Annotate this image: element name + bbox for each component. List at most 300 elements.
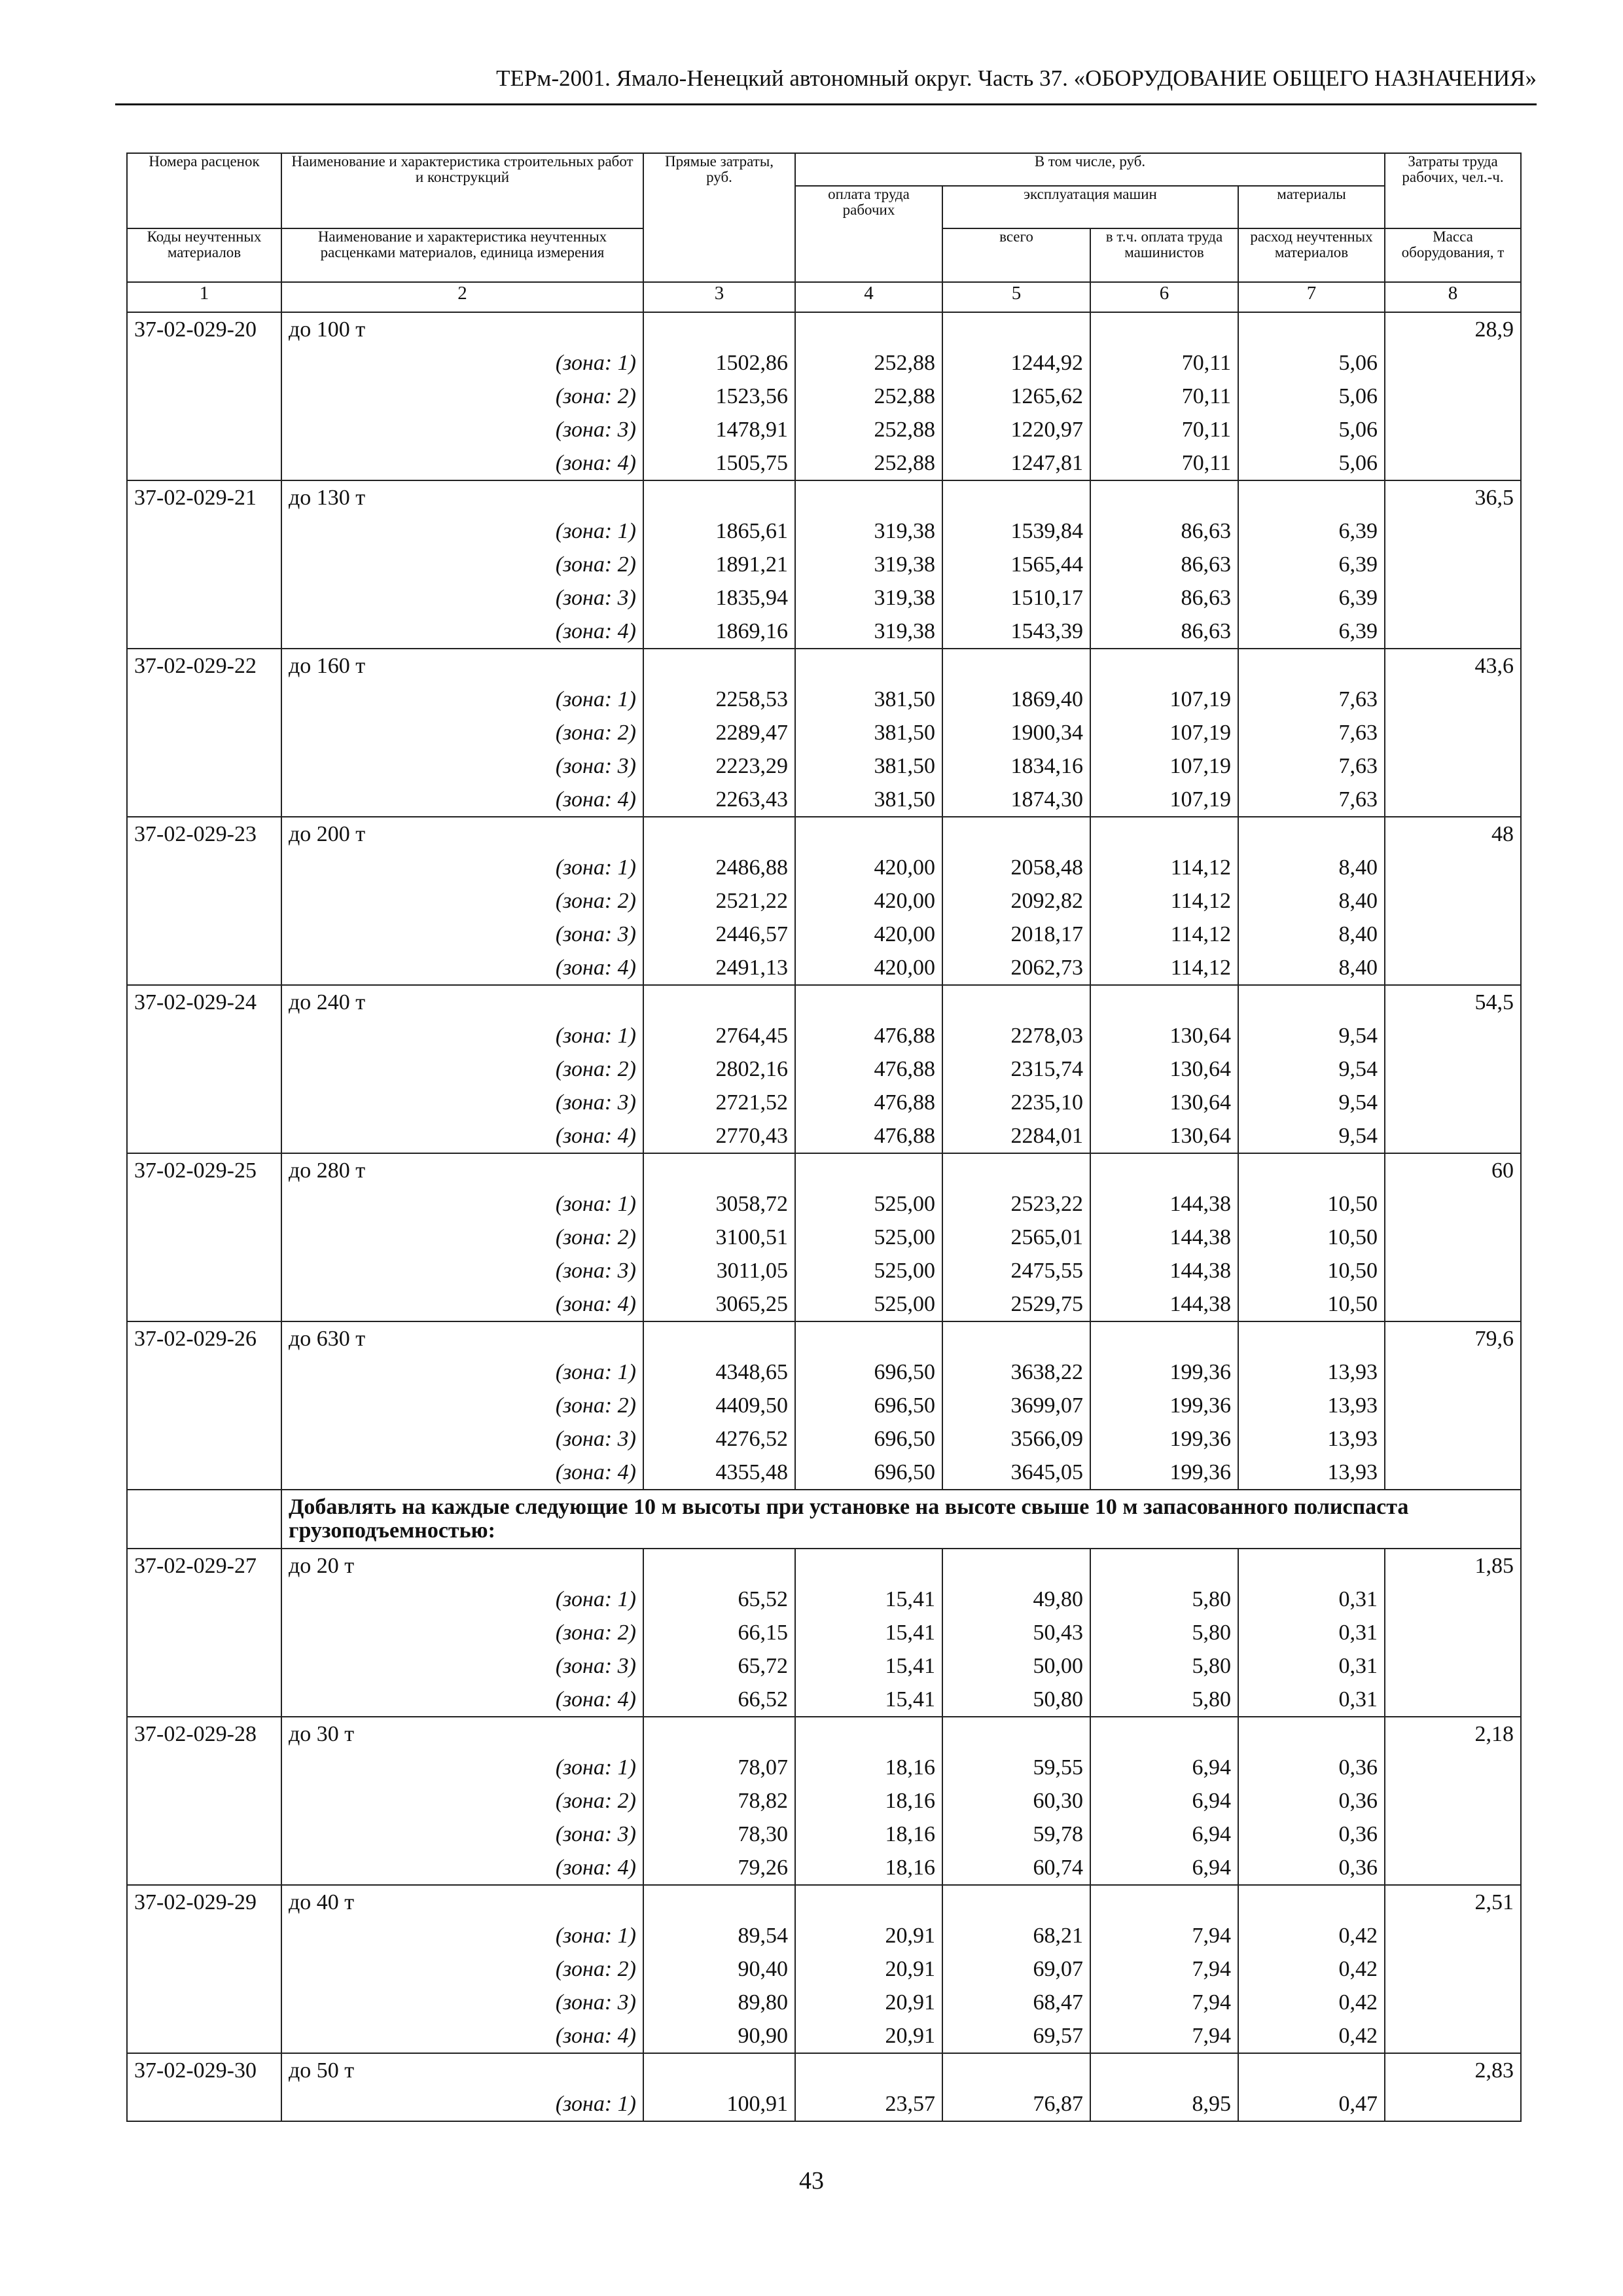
zone-label: (зона: 4)	[555, 1687, 636, 1712]
materials-value: 7,63	[1338, 754, 1378, 778]
direct-cost-cell	[643, 1549, 795, 1717]
rate-name-cell	[281, 817, 643, 985]
direct-cost-value: 79,26	[738, 1856, 788, 1880]
materials-value: 8,40	[1338, 855, 1378, 880]
rate-row	[127, 1321, 1521, 1490]
materials-value: 7,63	[1338, 721, 1378, 745]
zone-label: (зона: 2)	[555, 1225, 636, 1249]
wages-value: 420,00	[874, 855, 935, 880]
wages-value: 525,00	[874, 1259, 935, 1283]
machines-total-value: 3645,05	[1010, 1460, 1083, 1484]
materials-value: 9,54	[1338, 1124, 1378, 1148]
materials-value: 10,50	[1327, 1225, 1378, 1249]
operator-wages-value: 70,11	[1181, 451, 1231, 475]
rate-name-cell	[281, 2053, 643, 2121]
rate-row	[127, 480, 1521, 649]
operator-wages-value: 8,95	[1192, 2092, 1231, 2116]
rate-code-cell	[127, 817, 281, 985]
header-material-names: Наименование и характеристика неучтенных расценками материалов, единица измерения	[281, 228, 643, 282]
direct-cost-value: 2491,13	[715, 956, 788, 980]
machines-total-cell	[942, 649, 1090, 817]
wages-cell	[795, 480, 942, 649]
rate-code-cell	[127, 480, 281, 649]
machines-total-value: 68,47	[1033, 1990, 1083, 2015]
operator-wages-value: 107,19	[1169, 687, 1231, 711]
machines-total-cell	[942, 1885, 1090, 2053]
materials-cell	[1238, 1549, 1385, 1717]
rate-code-cell	[127, 2053, 281, 2121]
machines-total-value: 1265,62	[1010, 384, 1083, 408]
labor-cell	[1385, 1321, 1521, 1490]
operator-wages-value: 144,38	[1169, 1225, 1231, 1249]
materials-cell	[1238, 817, 1385, 985]
operator-wages-cell	[1090, 312, 1238, 480]
wages-value: 420,00	[874, 889, 935, 913]
zone-label: (зона: 1)	[555, 1024, 636, 1048]
operator-wages-value: 114,12	[1170, 922, 1231, 946]
direct-cost-value: 4276,52	[715, 1427, 788, 1451]
operator-wages-value: 130,64	[1169, 1057, 1231, 1081]
wages-value: 381,50	[874, 721, 935, 745]
page-header	[115, 65, 1537, 105]
direct-cost-value: 1865,61	[715, 519, 788, 543]
operator-wages-value: 199,36	[1169, 1460, 1231, 1484]
zone-label: (зона: 1)	[555, 1192, 636, 1216]
wages-value: 252,88	[874, 384, 935, 408]
machines-total-cell	[942, 2053, 1090, 2121]
materials-value: 6,39	[1338, 586, 1378, 610]
labor-cell	[1385, 2053, 1521, 2121]
direct-cost-value: 2446,57	[715, 922, 788, 946]
wages-value: 20,91	[885, 2024, 935, 2048]
machines-total-value: 1543,39	[1010, 619, 1083, 643]
rate-code: 37-02-029-20	[134, 317, 257, 342]
direct-cost-cell	[643, 1885, 795, 2053]
zone-label: (зона: 1)	[555, 687, 636, 711]
machines-total-value: 50,43	[1033, 1621, 1083, 1645]
zone-label: (зона: 3)	[555, 1822, 636, 1846]
machines-total-value: 2062,73	[1010, 956, 1083, 980]
direct-cost-value: 78,82	[738, 1789, 788, 1813]
operator-wages-value: 199,36	[1169, 1427, 1231, 1451]
materials-value: 0,31	[1338, 1687, 1378, 1712]
materials-cell	[1238, 1717, 1385, 1885]
rate-row	[127, 817, 1521, 985]
materials-value: 5,06	[1338, 384, 1378, 408]
operator-wages-value: 6,94	[1192, 1789, 1231, 1813]
machines-total-value: 1874,30	[1010, 787, 1083, 812]
labor-cell	[1385, 1717, 1521, 1885]
wages-value: 476,88	[874, 1124, 935, 1148]
rate-name: до 200 т	[289, 822, 366, 846]
rate-row	[127, 1885, 1521, 2053]
operator-wages-value: 7,94	[1192, 1957, 1231, 1981]
column-number: 8	[1385, 282, 1521, 312]
zone-label: (зона: 1)	[555, 519, 636, 543]
machines-total-value: 1510,17	[1010, 586, 1083, 610]
column-number: 3	[643, 282, 795, 312]
header-equipment-mass: Масса оборудования, т	[1385, 228, 1521, 282]
rate-name-cell	[281, 985, 643, 1153]
operator-wages-cell	[1090, 649, 1238, 817]
direct-cost-value: 2521,22	[715, 889, 788, 913]
rate-code-cell	[127, 1153, 281, 1321]
machines-total-value: 3699,07	[1010, 1393, 1083, 1418]
direct-cost-cell	[643, 2053, 795, 2121]
direct-cost-value: 1869,16	[715, 619, 788, 643]
rate-row	[127, 1549, 1521, 1717]
wages-value: 23,57	[885, 2092, 935, 2116]
wages-cell	[795, 985, 942, 1153]
wages-value: 20,91	[885, 1990, 935, 2015]
zone-label: (зона: 2)	[555, 1957, 636, 1981]
materials-value: 0,31	[1338, 1621, 1378, 1645]
zone-label: (зона: 3)	[555, 1654, 636, 1678]
direct-cost-cell	[643, 1321, 795, 1490]
materials-value: 10,50	[1327, 1292, 1378, 1316]
machines-total-value: 59,78	[1033, 1822, 1083, 1846]
direct-cost-value: 65,52	[738, 1587, 788, 1611]
machines-total-value: 2018,17	[1010, 922, 1083, 946]
wages-value: 420,00	[874, 922, 935, 946]
header-work-name: Наименование и характеристика строительных работ и конструкций	[281, 153, 643, 228]
labor-value: 28,9	[1474, 317, 1514, 342]
zone-label: (зона: 4)	[555, 619, 636, 643]
column-number: 1	[127, 282, 281, 312]
materials-value: 5,06	[1338, 351, 1378, 375]
direct-cost-cell	[643, 312, 795, 480]
zone-label: (зона: 4)	[555, 451, 636, 475]
machines-total-value: 2278,03	[1010, 1024, 1083, 1048]
direct-cost-cell	[643, 985, 795, 1153]
machines-total-cell	[942, 1717, 1090, 1885]
zone-label: (зона: 1)	[555, 1755, 636, 1780]
operator-wages-value: 70,11	[1181, 384, 1231, 408]
zone-label: (зона: 3)	[555, 418, 636, 442]
operator-wages-value: 86,63	[1181, 619, 1231, 643]
machines-total-value: 2529,75	[1010, 1292, 1083, 1316]
direct-cost-value: 100,91	[726, 2092, 788, 2116]
materials-value: 5,06	[1338, 451, 1378, 475]
labor-cell	[1385, 1885, 1521, 2053]
materials-cell	[1238, 1153, 1385, 1321]
machines-total-value: 1244,92	[1010, 351, 1083, 375]
rate-name-cell	[281, 1549, 643, 1717]
zone-label: (зона: 1)	[555, 1924, 636, 1948]
materials-value: 0,47	[1338, 2092, 1378, 2116]
operator-wages-value: 6,94	[1192, 1755, 1231, 1780]
wages-value: 525,00	[874, 1192, 935, 1216]
labor-value: 48	[1491, 822, 1514, 846]
wages-cell	[795, 2053, 942, 2121]
materials-cell	[1238, 985, 1385, 1153]
direct-cost-value: 89,54	[738, 1924, 788, 1948]
zone-label: (зона: 2)	[555, 1621, 636, 1645]
zone-label: (зона: 4)	[555, 2024, 636, 2048]
rate-code: 37-02-029-30	[134, 2058, 257, 2083]
column-number: 7	[1238, 282, 1385, 312]
materials-value: 0,42	[1338, 1990, 1378, 2015]
zone-label: (зона: 2)	[555, 1393, 636, 1418]
direct-cost-value: 3058,72	[715, 1192, 788, 1216]
operator-wages-value: 7,94	[1192, 1924, 1231, 1948]
document-title: ТЕРм-2001. Ямало-Ненецкий автономный округ. Часть 37. «ОБОРУДОВАНИЕ ОБЩЕГО НАЗНАЧЕНИЯ»	[496, 65, 1537, 91]
materials-value: 8,40	[1338, 956, 1378, 980]
materials-cell	[1238, 480, 1385, 649]
zone-label: (зона: 4)	[555, 956, 636, 980]
machines-total-value: 1565,44	[1010, 552, 1083, 577]
direct-cost-value: 4409,50	[715, 1393, 788, 1418]
machines-total-cell	[942, 312, 1090, 480]
column-number: 6	[1090, 282, 1238, 312]
page-number: 43	[799, 2167, 824, 2195]
operator-wages-value: 114,12	[1170, 889, 1231, 913]
operator-wages-value: 86,63	[1181, 519, 1231, 543]
note-empty-cell	[127, 1490, 281, 1549]
wages-value: 525,00	[874, 1292, 935, 1316]
machines-total-value: 69,57	[1033, 2024, 1083, 2048]
operator-wages-value: 114,12	[1170, 956, 1231, 980]
operator-wages-value: 144,38	[1169, 1292, 1231, 1316]
materials-value: 9,54	[1338, 1057, 1378, 1081]
labor-cell	[1385, 649, 1521, 817]
direct-cost-value: 2258,53	[715, 687, 788, 711]
rate-code-cell	[127, 985, 281, 1153]
materials-value: 0,42	[1338, 1924, 1378, 1948]
direct-cost-value: 66,15	[738, 1621, 788, 1645]
direct-cost-value: 3065,25	[715, 1292, 788, 1316]
operator-wages-value: 6,94	[1192, 1856, 1231, 1880]
direct-cost-value: 1478,91	[715, 418, 788, 442]
rate-code-cell	[127, 1717, 281, 1885]
rates-table	[126, 152, 1522, 2122]
wages-cell	[795, 1321, 942, 1490]
wages-value: 696,50	[874, 1360, 935, 1384]
wages-cell	[795, 1549, 942, 1717]
wages-value: 15,41	[885, 1621, 935, 1645]
wages-value: 476,88	[874, 1090, 935, 1115]
rate-code-cell	[127, 649, 281, 817]
labor-cell	[1385, 985, 1521, 1153]
direct-cost-value: 2223,29	[715, 754, 788, 778]
rate-name-cell	[281, 1717, 643, 1885]
wages-value: 319,38	[874, 619, 935, 643]
machines-total-cell	[942, 480, 1090, 649]
machines-total-value: 1900,34	[1010, 721, 1083, 745]
direct-cost-value: 4355,48	[715, 1460, 788, 1484]
rate-name: до 160 т	[289, 654, 366, 678]
materials-value: 13,93	[1327, 1427, 1378, 1451]
labor-value: 2,83	[1474, 2058, 1514, 2083]
machines-total-value: 2523,22	[1010, 1192, 1083, 1216]
machines-total-value: 60,30	[1033, 1789, 1083, 1813]
machines-total-value: 76,87	[1033, 2092, 1083, 2116]
direct-cost-value: 1502,86	[715, 351, 788, 375]
wages-cell	[795, 1717, 942, 1885]
wages-value: 252,88	[874, 418, 935, 442]
operator-wages-cell	[1090, 1885, 1238, 2053]
materials-value: 7,63	[1338, 787, 1378, 812]
header-material-codes: Коды неучтенных материалов	[127, 228, 281, 282]
direct-cost-value: 2721,52	[715, 1090, 788, 1115]
zone-label: (зона: 4)	[555, 1292, 636, 1316]
wages-value: 15,41	[885, 1587, 935, 1611]
materials-value: 0,36	[1338, 1856, 1378, 1880]
operator-wages-value: 199,36	[1169, 1360, 1231, 1384]
header-machines-total: всего	[942, 228, 1090, 282]
wages-cell	[795, 312, 942, 480]
operator-wages-value: 130,64	[1169, 1124, 1231, 1148]
materials-value: 10,50	[1327, 1259, 1378, 1283]
rate-name-cell	[281, 312, 643, 480]
wages-value: 381,50	[874, 787, 935, 812]
direct-cost-value: 66,52	[738, 1687, 788, 1712]
note-text: Добавлять на каждые следующие 10 м высоты при установке на высоте свыше 10 м запасованного полиспаста грузоподъемностью:	[281, 1490, 1521, 1549]
rate-name: до 280 т	[289, 1158, 366, 1183]
zone-label: (зона: 4)	[555, 1460, 636, 1484]
zone-label: (зона: 2)	[555, 552, 636, 577]
zone-label: (зона: 1)	[555, 2092, 636, 2116]
rate-name-cell	[281, 1153, 643, 1321]
wages-value: 319,38	[874, 519, 935, 543]
labor-value: 43,6	[1474, 654, 1514, 678]
operator-wages-cell	[1090, 985, 1238, 1153]
materials-value: 0,36	[1338, 1755, 1378, 1780]
column-number: 5	[942, 282, 1090, 312]
machines-total-value: 2475,55	[1010, 1259, 1083, 1283]
materials-value: 13,93	[1327, 1360, 1378, 1384]
machines-total-value: 50,80	[1033, 1687, 1083, 1712]
header-direct-costs: Прямые затраты, руб.	[643, 153, 795, 282]
rate-code-cell	[127, 1549, 281, 1717]
operator-wages-value: 6,94	[1192, 1822, 1231, 1846]
column-number: 2	[281, 282, 643, 312]
operator-wages-cell	[1090, 2053, 1238, 2121]
direct-cost-cell	[643, 1153, 795, 1321]
machines-total-value: 50,00	[1033, 1654, 1083, 1678]
machines-total-cell	[942, 1321, 1090, 1490]
direct-cost-value: 89,80	[738, 1990, 788, 2015]
zone-label: (зона: 3)	[555, 1427, 636, 1451]
zone-label: (зона: 3)	[555, 922, 636, 946]
direct-cost-value: 3011,05	[716, 1259, 788, 1283]
machines-total-value: 3566,09	[1010, 1427, 1083, 1451]
materials-value: 0,31	[1338, 1587, 1378, 1611]
rate-name: до 50 т	[289, 2058, 355, 2083]
wages-value: 319,38	[874, 552, 935, 577]
machines-total-value: 1834,16	[1010, 754, 1083, 778]
column-number: 4	[795, 282, 942, 312]
direct-cost-value: 90,40	[738, 1957, 788, 1981]
materials-value: 8,40	[1338, 889, 1378, 913]
direct-cost-value: 90,90	[738, 2024, 788, 2048]
rate-code: 37-02-029-24	[134, 990, 257, 1014]
machines-total-value: 69,07	[1033, 1957, 1083, 1981]
wages-value: 15,41	[885, 1687, 935, 1712]
note-row	[127, 1490, 1521, 1549]
operator-wages-value: 5,80	[1192, 1654, 1231, 1678]
rate-code: 37-02-029-26	[134, 1327, 257, 1351]
operator-wages-cell	[1090, 480, 1238, 649]
machines-total-cell	[942, 1153, 1090, 1321]
wages-cell	[795, 817, 942, 985]
rate-row	[127, 1717, 1521, 1885]
zone-label: (зона: 2)	[555, 1789, 636, 1813]
materials-value: 0,36	[1338, 1822, 1378, 1846]
wages-value: 18,16	[885, 1856, 935, 1880]
zone-label: (зона: 2)	[555, 384, 636, 408]
labor-cell	[1385, 817, 1521, 985]
wages-value: 476,88	[874, 1024, 935, 1048]
operator-wages-value: 7,94	[1192, 2024, 1231, 2048]
rate-row	[127, 985, 1521, 1153]
rate-code: 37-02-029-25	[134, 1158, 257, 1183]
zone-label: (зона: 2)	[555, 889, 636, 913]
zone-label: (зона: 2)	[555, 1057, 636, 1081]
rate-code: 37-02-029-21	[134, 486, 257, 510]
labor-value: 54,5	[1474, 990, 1514, 1014]
zone-label: (зона: 1)	[555, 1360, 636, 1384]
header-including: В том числе, руб.	[795, 153, 1385, 186]
wages-value: 20,91	[885, 1924, 935, 1948]
zone-label: (зона: 3)	[555, 1259, 636, 1283]
operator-wages-cell	[1090, 1717, 1238, 1885]
operator-wages-value: 107,19	[1169, 721, 1231, 745]
machines-total-value: 1247,81	[1010, 451, 1083, 475]
operator-wages-value: 5,80	[1192, 1621, 1231, 1645]
wages-value: 252,88	[874, 451, 935, 475]
machines-total-value: 1220,97	[1010, 418, 1083, 442]
rate-row	[127, 1153, 1521, 1321]
zone-label: (зона: 4)	[555, 1124, 636, 1148]
labor-value: 36,5	[1474, 486, 1514, 510]
rate-row	[127, 2053, 1521, 2121]
direct-cost-value: 65,72	[738, 1654, 788, 1678]
materials-value: 13,93	[1327, 1460, 1378, 1484]
rate-code: 37-02-029-28	[134, 1722, 257, 1746]
operator-wages-value: 70,11	[1181, 418, 1231, 442]
operator-wages-value: 199,36	[1169, 1393, 1231, 1418]
machines-total-value: 68,21	[1033, 1924, 1083, 1948]
wages-value: 696,50	[874, 1427, 935, 1451]
direct-cost-value: 1523,56	[715, 384, 788, 408]
materials-value: 0,42	[1338, 1957, 1378, 1981]
operator-wages-cell	[1090, 1549, 1238, 1717]
materials-cell	[1238, 2053, 1385, 2121]
rate-name: до 240 т	[289, 990, 366, 1014]
materials-value: 5,06	[1338, 418, 1378, 442]
machines-total-cell	[942, 817, 1090, 985]
wages-value: 252,88	[874, 351, 935, 375]
labor-value: 60	[1491, 1158, 1514, 1183]
operator-wages-value: 70,11	[1181, 351, 1231, 375]
direct-cost-cell	[643, 649, 795, 817]
wages-value: 696,50	[874, 1393, 935, 1418]
machines-total-value: 1539,84	[1010, 519, 1083, 543]
labor-cell	[1385, 1153, 1521, 1321]
machines-total-value: 3638,22	[1010, 1360, 1083, 1384]
operator-wages-cell	[1090, 1153, 1238, 1321]
operator-wages-value: 7,94	[1192, 1990, 1231, 2015]
direct-cost-value: 78,30	[738, 1822, 788, 1846]
direct-cost-cell	[643, 480, 795, 649]
rate-code: 37-02-029-27	[134, 1554, 257, 1578]
header-wages: оплата труда рабочих	[795, 186, 942, 282]
machines-total-value: 2058,48	[1010, 855, 1083, 880]
rate-name-cell	[281, 649, 643, 817]
rate-code: 37-02-029-23	[134, 822, 257, 846]
direct-cost-value: 78,07	[738, 1755, 788, 1780]
